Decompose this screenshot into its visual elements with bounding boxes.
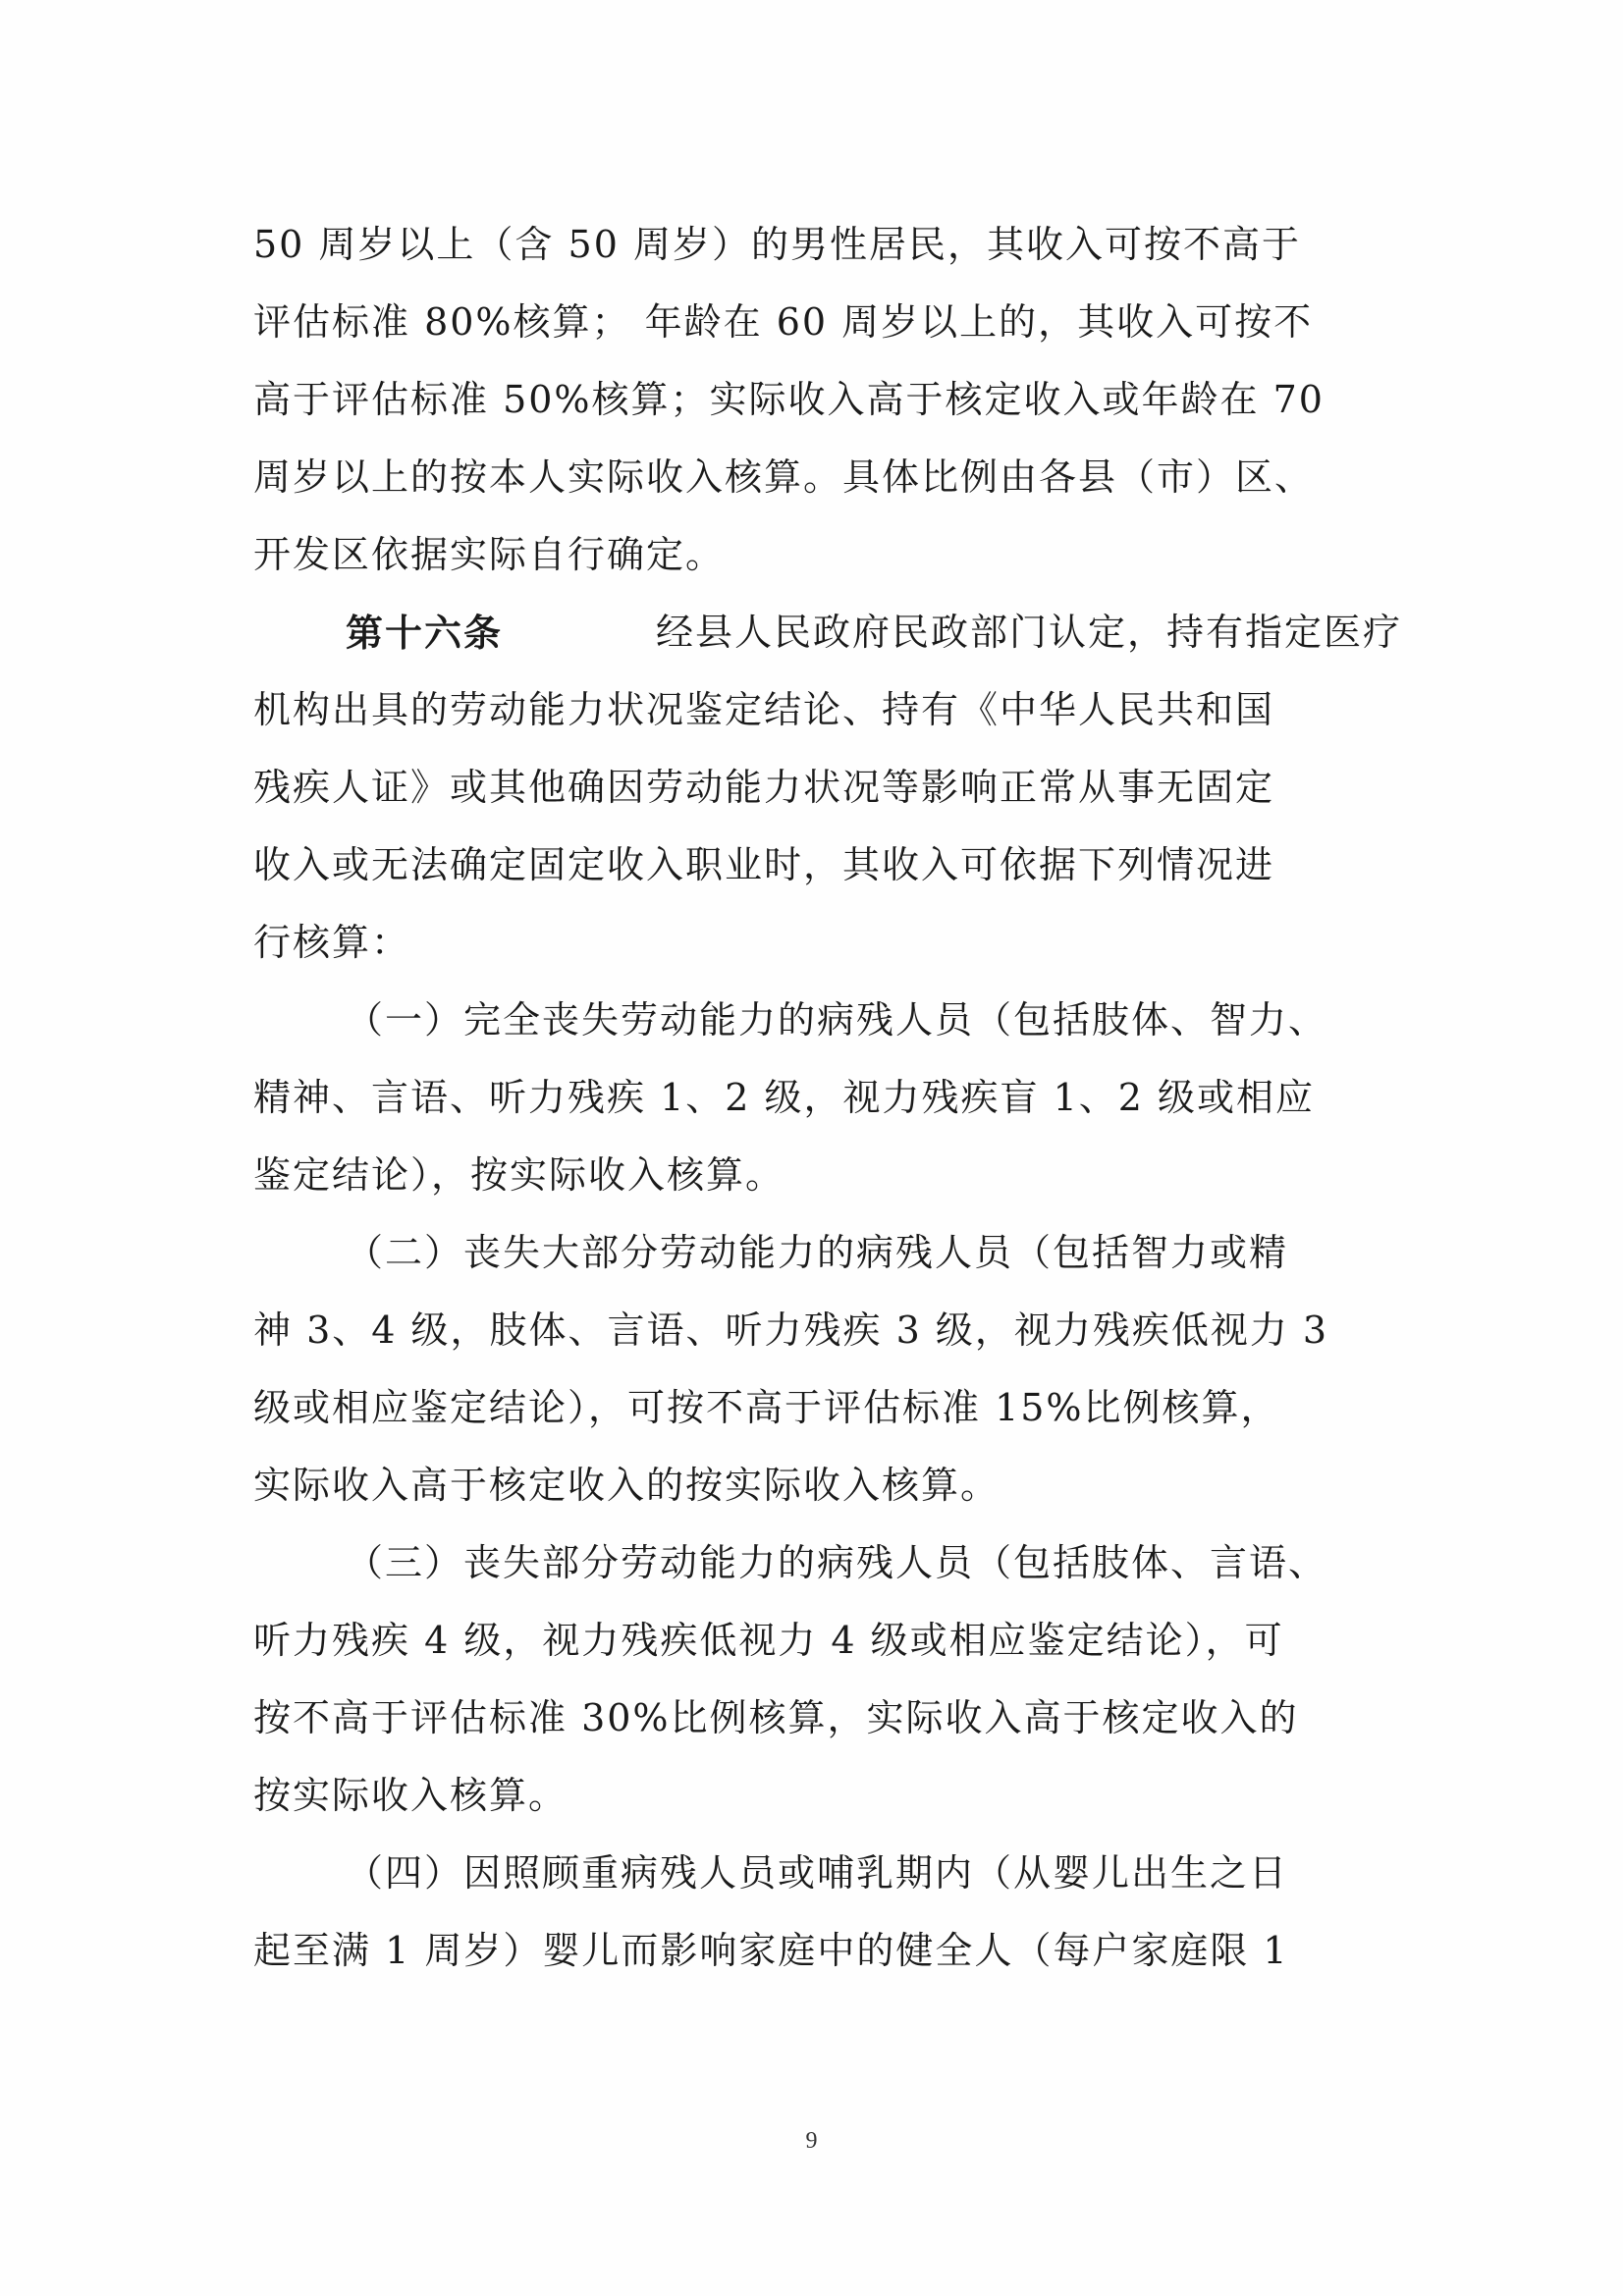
text-line: （三）丧失部分劳动能力的病残人员（包括肢体、言语、	[346, 1541, 1328, 1584]
text-line: 按实际收入核算。	[253, 1774, 568, 1817]
text-line: 残疾人证》或其他确因劳动能力状况等影响正常从事无固定	[253, 766, 1275, 809]
text-line: 周岁以上的按本人实际收入核算。具体比例由各县（市）区、	[253, 455, 1315, 499]
text-line: 50 周岁以上（含 50 周岁）的男性居民，其收入可按不高于	[253, 223, 1301, 266]
article-heading: 第十六条	[346, 611, 504, 655]
text-line: 机构出具的劳动能力状况鉴定结论、持有《中华人民共和国	[253, 688, 1275, 731]
text-line: 听力残疾 4 级，视力残疾低视力 4 级或相应鉴定结论），可	[253, 1619, 1284, 1662]
text-line: 神 3、4 级，肢体、言语、听力残疾 3 级，视力残疾低视力 3	[253, 1308, 1329, 1352]
text-line: （一）完全丧失劳动能力的病残人员（包括肢体、智力、	[346, 998, 1328, 1041]
text-line: 实际收入高于核定收入的按实际收入核算。	[253, 1464, 1001, 1507]
text-line: 精神、言语、听力残疾 1、2 级，视力残疾盲 1、2 级或相应	[253, 1076, 1316, 1119]
text-line: 收入或无法确定固定收入职业时，其收入可依据下列情况进	[253, 843, 1275, 886]
text-line: （二）丧失大部分劳动能力的病残人员（包括智力或精	[346, 1231, 1289, 1274]
text-line: 行核算：	[253, 921, 411, 964]
text-line: 按不高于评估标准 30%比例核算，实际收入高于核定收入的	[253, 1696, 1299, 1739]
text-line: 经县人民政府民政部门认定，持有指定医疗	[655, 611, 1402, 654]
text-line: 高于评估标准 50%核算；实际收入高于核定收入或年龄在 70	[253, 378, 1325, 421]
text-line: 开发区依据实际自行确定。	[253, 533, 726, 576]
page-number: 9	[805, 2128, 818, 2154]
text-line: （四）因照顾重病残人员或哺乳期内（从婴儿出生之日	[346, 1851, 1289, 1895]
article-16-first-line	[253, 594, 1402, 671]
text-line: 评估标准 80%核算； 年龄在 60 周岁以上的，其收入可按不	[253, 300, 1314, 344]
text-line: 起至满 1 周岁）婴儿而影响家庭中的健全人（每户家庭限 1	[253, 1929, 1289, 1972]
body-text	[253, 206, 1402, 1990]
text-line: 鉴定结论），按实际收入核算。	[253, 1153, 785, 1197]
text-line: 级或相应鉴定结论），可按不高于评估标准 15%比例核算，	[253, 1386, 1280, 1429]
